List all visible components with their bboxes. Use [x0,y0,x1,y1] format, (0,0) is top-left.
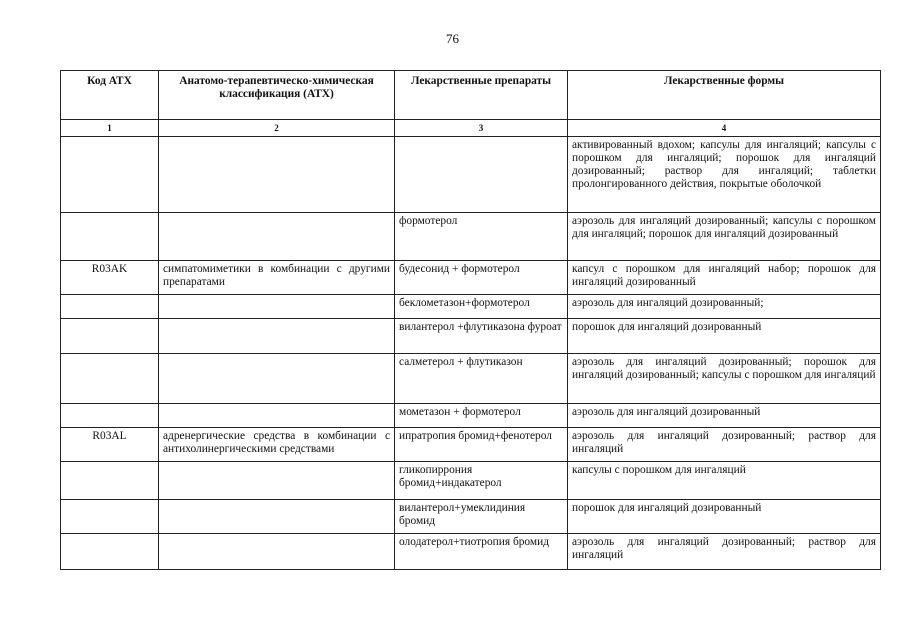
table-row [61,500,881,534]
dosage-forms-cell: аэрозоль для ингаляций дозированный; раствор для ингаляций [568,428,881,462]
drug-cell: будесонид + формотерол [395,261,568,295]
page-number: 76 [446,31,459,46]
dosage-forms-cell: активированный вдохом; капсулы для ингаляций; капсулы с порошком для ингаляций; порошок для ингаляций дозированный; раствор для ингаляций; таблетки пролонгированного действия, покрытые оболочкой [568,137,881,213]
dosage-forms-cell: капсул с порошком для ингаляций набор; порошок для ингаляций дозированный [568,261,881,295]
atx-code-cell [61,319,159,354]
column-number-row [61,120,881,137]
drug-cell: вилантерол+умеклидиния бромид [395,500,568,534]
atx-classification-cell [159,462,395,500]
column-number: 4 [568,120,881,137]
dosage-forms-cell: аэрозоль для ингаляций дозированный; раствор для ингаляций [568,534,881,570]
dosage-forms-cell: капсулы с порошком для ингаляций [568,462,881,500]
atx-drug-table [60,70,881,570]
atx-classification-cell [159,213,395,261]
drug-cell: олодатерол+тиотропия бромид [395,534,568,570]
drug-cell [395,137,568,213]
drug-cell: гликопиррония бромид+индакатерол [395,462,568,500]
drug-cell: ипратропия бромид+фенотерол [395,428,568,462]
header-dosage-forms: Лекарственные формы [568,71,881,120]
atx-classification-cell [159,404,395,428]
table-body [61,137,881,570]
atx-code-cell [61,137,159,213]
atx-code-cell [61,404,159,428]
table-row [61,319,881,354]
table-row [61,261,881,295]
table-row [61,295,881,319]
table-row [61,428,881,462]
atx-classification-cell: симпатомиметики в комбинации с другими препаратами [159,261,395,295]
atx-code-cell [61,500,159,534]
atx-classification-cell [159,319,395,354]
table-row [61,213,881,261]
drug-cell: мометазон + формотерол [395,404,568,428]
dosage-forms-cell: аэрозоль для ингаляций дозированный; порошок для ингаляций дозированный; капсулы с порошком для ингаляций [568,354,881,404]
drug-cell: беклометазон+формотерол [395,295,568,319]
drug-cell: салметерол + флутиказон [395,354,568,404]
atx-code-cell [61,534,159,570]
header-drugs: Лекарственные препараты [395,71,568,120]
atx-code-cell [61,354,159,404]
atx-code-cell [61,462,159,500]
drug-cell: формотерол [395,213,568,261]
atx-code-cell: R03AL [61,428,159,462]
atx-classification-cell [159,137,395,213]
atx-classification-cell [159,295,395,319]
atx-code-cell: R03AK [61,261,159,295]
atx-classification-cell [159,500,395,534]
dosage-forms-cell: порошок для ингаляций дозированный [568,319,881,354]
table-row [61,354,881,404]
dosage-forms-cell: аэрозоль для ингаляций дозированный; капсулы с порошком для ингаляций; порошок для ингаляций дозированный [568,213,881,261]
table-row [61,534,881,570]
dosage-forms-cell: аэрозоль для ингаляций дозированный [568,404,881,428]
column-number: 3 [395,120,568,137]
atx-code-cell [61,295,159,319]
column-number: 1 [61,120,159,137]
header-atx-classification: Анатомо-терапевтическо-химическая классификация (АТХ) [159,71,395,120]
atx-classification-cell: адренергические средства в комбинации с антихолинергическими средствами [159,428,395,462]
table-row [61,462,881,500]
table-row [61,137,881,213]
header-row [61,71,881,120]
atx-classification-cell [159,354,395,404]
dosage-forms-cell: аэрозоль для ингаляций дозированный; [568,295,881,319]
drug-cell: вилантерол +флутиказона фуроат [395,319,568,354]
column-number: 2 [159,120,395,137]
atx-classification-cell [159,534,395,570]
atx-code-cell [61,213,159,261]
header-atx-code: Код АТХ [61,71,159,120]
table-row [61,404,881,428]
dosage-forms-cell: порошок для ингаляций дозированный [568,500,881,534]
